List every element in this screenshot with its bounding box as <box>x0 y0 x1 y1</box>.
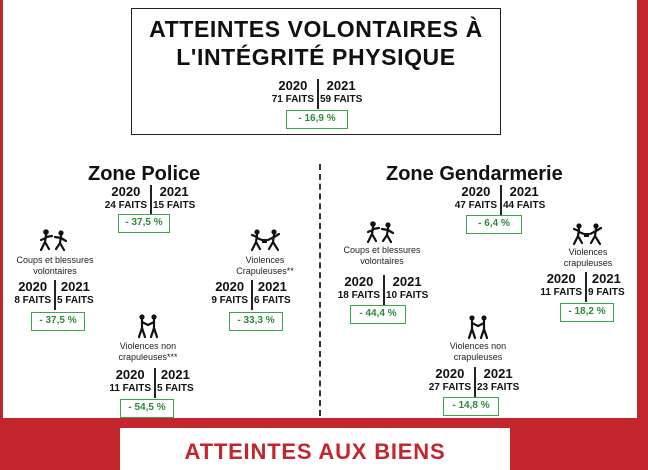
gendarmerie-total-change-badge: - 6,4 % <box>466 215 522 234</box>
police-noncrap-year-2020: 2020 <box>115 367 145 382</box>
police-coups-label <box>5 255 105 277</box>
gendarmerie-crap-change-badge: - 18,2 % <box>560 303 614 322</box>
police-total-2021 <box>153 184 195 212</box>
police-noncrap-2020 <box>109 367 151 395</box>
police-total-stat <box>104 184 196 216</box>
police-noncrap-separator <box>154 368 156 398</box>
gendarmerie-total-stat <box>454 184 546 216</box>
gendarmerie-noncrap-label-line-1: Violences non <box>449 341 507 351</box>
robbery-icon <box>571 222 605 246</box>
police-coups-change-badge: - 37,5 % <box>31 312 85 331</box>
gendarmerie-coups-label <box>332 245 432 267</box>
gendarmerie-crap-label <box>548 247 628 269</box>
gendarmerie-noncrap-year-2020: 2020 <box>435 366 465 381</box>
robbery-icon <box>249 228 283 252</box>
gendarmerie-total-2021 <box>503 184 545 212</box>
police-total-change-badge: - 37,5 % <box>118 214 170 233</box>
police-noncrap-label-line-2: crapuleuses*** <box>118 352 178 362</box>
header-box <box>131 8 501 135</box>
header-count-2020: 71 FAITS <box>271 94 314 105</box>
police-crap-count-2020: 9 FAITS <box>211 295 248 306</box>
gendarmerie-crap-count-2021: 9 FAITS <box>588 287 625 298</box>
police-noncrap-label <box>98 341 198 363</box>
police-coups-stat <box>14 279 94 311</box>
police-total-2020 <box>105 184 147 212</box>
header-stat-separator <box>317 79 319 109</box>
gendarmerie-total-count-2021: 44 FAITS <box>503 200 546 211</box>
gendarmerie-crap-separator <box>585 272 587 302</box>
police-coups-year-2020: 2020 <box>18 279 48 294</box>
police-crap-2021 <box>254 279 291 307</box>
police-coups-year-2021: 2021 <box>60 279 90 294</box>
gendarmerie-noncrap-year-2021: 2021 <box>483 366 513 381</box>
police-coups-label-line-2: volontaires <box>33 266 77 276</box>
right-frame-border <box>637 0 648 470</box>
gendarmerie-crap-stat <box>540 271 625 303</box>
gendarmerie-coups-separator <box>383 275 385 305</box>
gendarmerie-noncrap-count-2021: 23 FAITS <box>477 382 520 393</box>
gendarmerie-coups-label-line-2: volontaires <box>360 256 404 266</box>
gendarmerie-crap-year-2021: 2021 <box>591 271 621 286</box>
police-noncrap-count-2020: 11 FAITS <box>109 383 151 394</box>
police-noncrap-stat <box>109 367 194 399</box>
header-title-line-2: L'INTÉGRITÉ PHYSIQUE <box>176 44 456 70</box>
gendarmerie-noncrap-label-line-2: crapuleuses <box>453 352 503 362</box>
gendarmerie-noncrap-2020 <box>429 366 471 394</box>
police-noncrap-change-badge: - 54,5 % <box>120 399 174 418</box>
gendarmerie-crap-count-2020: 11 FAITS <box>540 287 582 298</box>
header-title-line-1: ATTEINTES VOLONTAIRES À <box>149 16 483 42</box>
gendarmerie-crap-label-line-1: Violences <box>568 247 608 257</box>
gendarmerie-crap-year-2020: 2020 <box>546 271 576 286</box>
police-crap-year-2020: 2020 <box>215 279 245 294</box>
police-noncrap-label-line-1: Violences non <box>119 341 177 351</box>
police-total-year-2020: 2020 <box>111 184 141 199</box>
gendarmerie-crap-label-line-2: crapuleuses <box>563 258 613 268</box>
gendarmerie-total-separator <box>500 185 502 215</box>
police-noncrap-year-2021: 2021 <box>160 367 190 382</box>
police-noncrap-count-2021: 5 FAITS <box>157 383 194 394</box>
gendarmerie-noncrap-separator <box>474 367 476 397</box>
police-total-count-2020: 24 FAITS <box>104 200 147 211</box>
police-coups-separator <box>54 280 56 310</box>
gendarmerie-coups-label-line-1: Coups et blessures <box>343 245 421 255</box>
zone-police-title: Zone Police <box>88 163 201 185</box>
header-change-badge: - 16,9 % <box>286 110 348 129</box>
header-stat-2020 <box>272 78 314 106</box>
police-coups-count-2020: 8 FAITS <box>14 295 51 306</box>
gendarmerie-noncrap-label <box>428 341 528 363</box>
fight-icon <box>364 220 396 244</box>
gendarmerie-coups-2021 <box>386 274 428 302</box>
footer-box <box>120 428 510 470</box>
police-crap-label-line-1: Violences <box>245 255 285 265</box>
gendarmerie-coups-change-badge: - 44,4 % <box>350 305 406 324</box>
gendarmerie-total-count-2020: 47 FAITS <box>454 200 497 211</box>
police-coups-count-2021: 5 FAITS <box>57 295 94 306</box>
gendarmerie-coups-2020 <box>338 274 380 302</box>
zone-gendarmerie-title: Zone Gendarmerie <box>386 163 563 185</box>
gendarmerie-total-year-2020: 2020 <box>461 184 491 199</box>
gendarmerie-total-2020 <box>455 184 497 212</box>
zone-divider <box>319 164 321 416</box>
gendarmerie-noncrap-2021 <box>477 366 519 394</box>
header-stat <box>271 78 363 110</box>
police-crap-label-line-2: Crapuleuses** <box>236 266 294 276</box>
police-crap-count-2021: 6 FAITS <box>254 295 291 306</box>
police-crap-stat <box>211 279 291 311</box>
police-crap-label <box>220 255 310 277</box>
police-crap-2020 <box>211 279 248 307</box>
gendarmerie-crap-2021 <box>588 271 625 299</box>
left-frame-border <box>0 0 3 470</box>
police-coups-2021 <box>57 279 94 307</box>
gendarmerie-noncrap-stat <box>428 366 520 398</box>
header-year-2021: 2021 <box>326 78 356 93</box>
police-total-count-2021: 15 FAITS <box>153 200 196 211</box>
police-noncrap-2021 <box>157 367 194 395</box>
gendarmerie-noncrap-count-2020: 27 FAITS <box>428 382 471 393</box>
police-coups-label-line-1: Coups et blessures <box>16 255 94 265</box>
police-crap-change-badge: - 33,3 % <box>229 312 283 331</box>
gendarmerie-coups-count-2021: 10 FAITS <box>386 290 429 301</box>
police-coups-2020 <box>14 279 51 307</box>
assault-icon <box>135 313 161 339</box>
assault-icon <box>465 314 491 340</box>
gendarmerie-coups-year-2021: 2021 <box>392 274 422 289</box>
gendarmerie-noncrap-change-badge: - 14,8 % <box>443 397 499 416</box>
gendarmerie-coups-count-2020: 18 FAITS <box>337 290 380 301</box>
header-stat-2021 <box>320 78 362 106</box>
header-count-2021: 59 FAITS <box>320 94 363 105</box>
gendarmerie-crap-2020 <box>540 271 582 299</box>
police-total-year-2021: 2021 <box>159 184 189 199</box>
footer-title: ATTEINTES AUX BIENS <box>184 439 446 464</box>
fight-icon <box>37 228 69 252</box>
gendarmerie-coups-stat <box>337 274 429 306</box>
police-total-separator <box>150 185 152 215</box>
gendarmerie-total-year-2021: 2021 <box>509 184 539 199</box>
police-crap-separator <box>251 280 253 310</box>
header-year-2020: 2020 <box>278 78 308 93</box>
police-crap-year-2021: 2021 <box>257 279 287 294</box>
gendarmerie-coups-year-2020: 2020 <box>344 274 374 289</box>
